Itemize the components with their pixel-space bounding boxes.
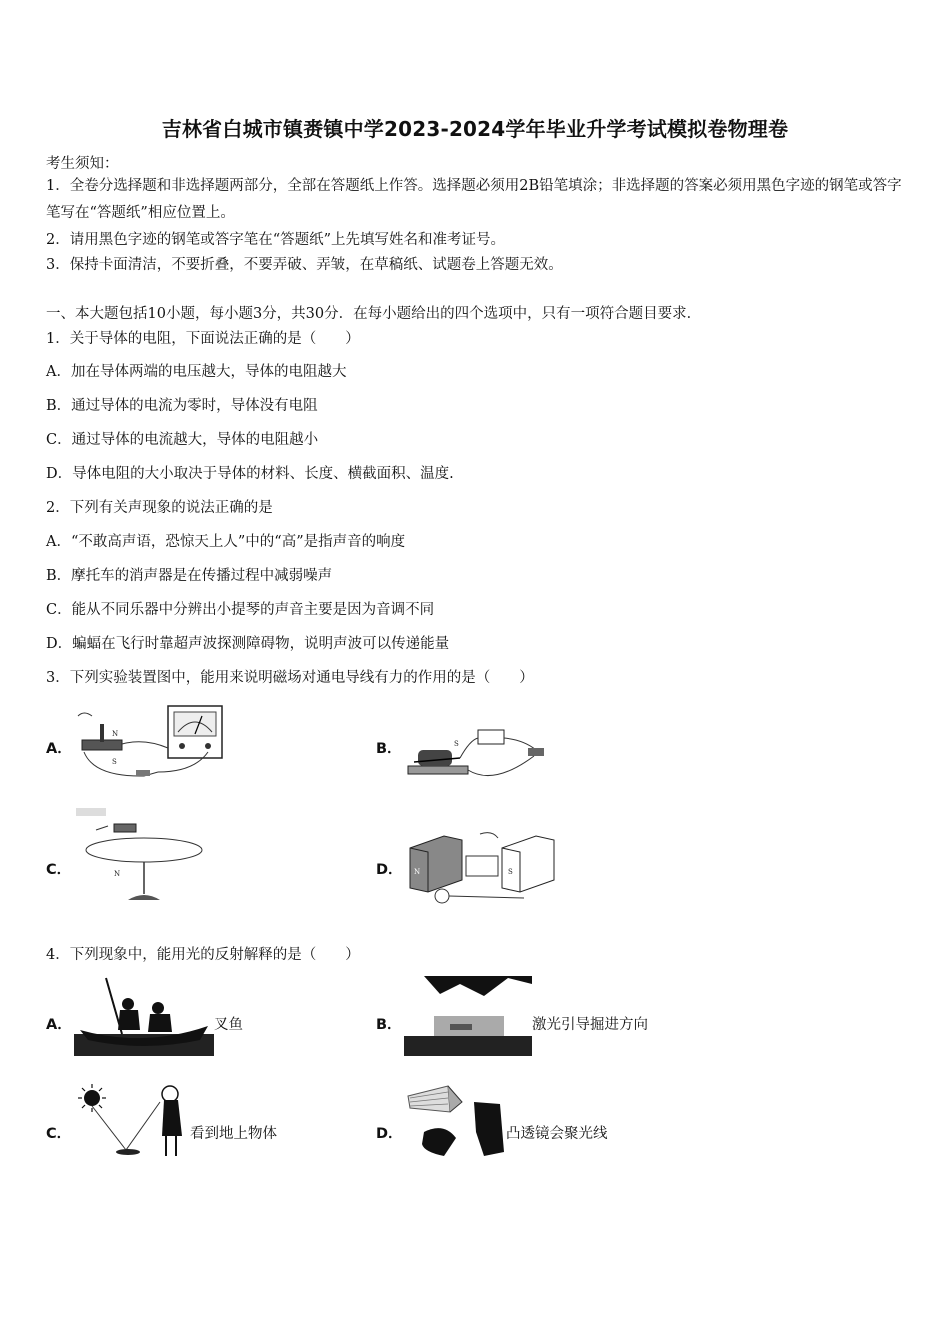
question-4-label-a: A． [46,1017,72,1033]
q3d-n-label: N [414,868,421,876]
question-3-label-c: C． [46,862,72,878]
q4-caption-a: 叉鱼 [214,1017,243,1033]
question-3-stem: 3．下列实验装置图中，能用来说明磁场对通电导线有力的作用的是（ ） [46,670,534,686]
question-1-option-b: B．通过导体的电流为零时，导体没有电阻 [46,398,318,414]
question-4-stem: 4．下列现象中，能用光的反射解释的是（ ） [46,947,360,963]
question-2-option-d: D．蝙蝠在飞行时靠超声波探测障碍物，说明声波可以传递能量 [46,636,450,652]
question-4-label-c: C． [46,1126,72,1142]
question-2-option-c: C．能从不同乐器中分辨出小提琴的声音主要是因为音调不同 [46,602,435,618]
q3a-s-label: S [112,758,117,766]
question-1-option-a: A．加在导体两端的电压越大，导体的电阻越大 [46,364,347,380]
q3-figure-b [404,726,556,788]
question-1-option-c: C．通过导体的电流越大，导体的电阻越小 [46,432,319,448]
q3d-s-label: S [508,868,513,876]
q4-figure-d [404,1082,506,1162]
question-3-label-d: D． [376,862,403,878]
question-3-label-a: A． [46,741,72,757]
q3-figure-d [404,830,558,908]
q3-figure-a [74,702,226,784]
question-2-option-b: B．摩托车的消声器是在传播过程中减弱噪声 [46,568,333,584]
question-2-stem: 2．下列有关声现象的说法正确的是 [46,500,273,516]
question-3-label-b: B． [376,741,402,757]
q4-figure-c [74,1080,190,1162]
question-1-option-d: D．导体电阻的大小取决于导体的材料、长度、横截面积、温度. [46,466,454,482]
q4-caption-c: 看到地上物体 [190,1126,277,1142]
q4-caption-b: 激光引导掘进方向 [532,1017,648,1033]
q4-figure-a [74,974,214,1056]
q3a-n-label: N [112,730,119,738]
notice-heading: 考生须知： [46,156,119,172]
q3c-s-label: N [114,870,121,878]
notice-item-2: 2．请用黑色字迹的钢笔或答字笔在“答题纸”上先填写姓名和准考证号。 [46,232,506,248]
notice-item-3: 3．保持卡面清洁，不要折叠，不要弄破、弄皱，在草稿纸、试题卷上答题无效。 [46,257,563,273]
question-4-label-b: B． [376,1017,402,1033]
q4-figure-b [404,976,532,1056]
exam-title: 吉林省白城市镇赉镇中学2023-2024学年毕业升学考试模拟卷物理卷 [161,117,789,141]
notice-item-1: 1．全卷分选择题和非选择题两部分，全部在答题纸上作答。选择题必须用2B铅笔填涂；非选择题的答案必须用黑色字迹的钢笔或答字笔写在“答题纸”相应位置上。 [46,178,902,221]
question-1-stem: 1．关于导体的电阻，下面说法正确的是（ ） [46,331,360,347]
q4-caption-d: 凸透镜会聚光线 [506,1126,608,1142]
question-4-label-d: D． [376,1126,403,1142]
section-header: 一、本大题包括10小题，每小题3分，共30分．在每小题给出的四个选项中，只有一项符合题目要求． [46,306,702,322]
question-2-option-a: A．“不敢高声语，恐惊天上人”中的“高”是指声音的响度 [46,534,406,550]
q3b-n-label: S [454,740,459,748]
q3-figure-c [74,806,208,908]
